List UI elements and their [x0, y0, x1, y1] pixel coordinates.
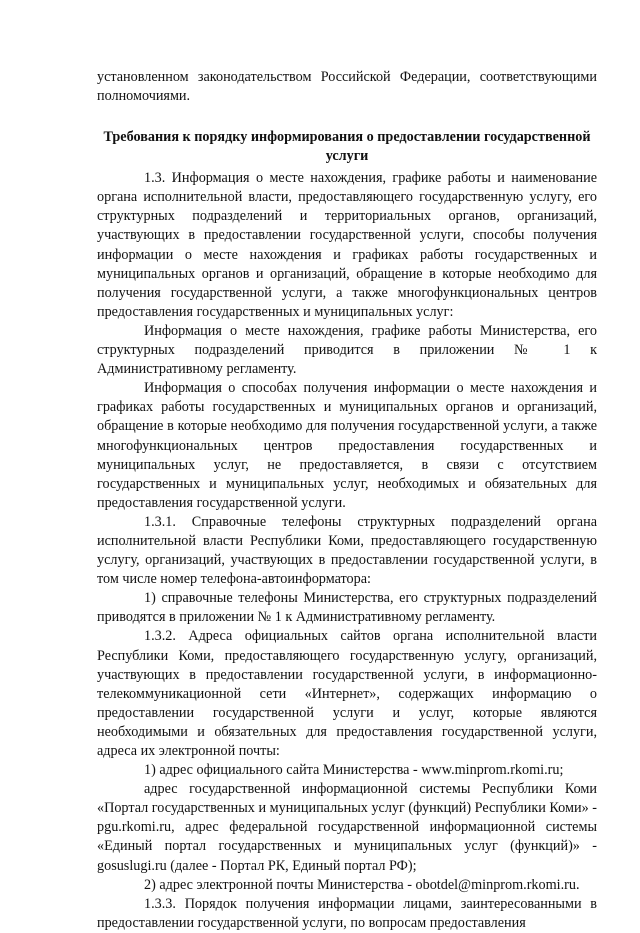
- section-heading: Требования к порядку информирования о предоставлении государственной услуги: [103, 129, 591, 165]
- document-page: [97, 68, 597, 933]
- paragraph-portals: адрес государственной информационной системы Республики Коми «Портал государственных и муниципальных услуг (функций) Республики Коми» - pgu.rkomi.ru, адрес федеральной государственной информационной системы «Единый портал государственных и муниципальных услуг (функций)» - gosuslugi.ru (далее - Портал РК, Единый портал РФ);: [97, 781, 597, 874]
- paragraph-1-3-3: 1.3.3. Порядок получения информации лицами, заинтересованными в предоставлении государственной услуги, по вопросам предоставления: [97, 895, 597, 931]
- paragraph-1-3: 1.3. Информация о месте нахождения, графике работы и наименование органа исполнительной власти, предоставляющего государственную услугу, его структурных подразделений и территориальных органов, организаций, участвующих в предоставлении государственной услуги, способы получения информации о месте нахождения и графиках работы государственных и муниципальных органов и организаций, обращение в которые необходимо для получения государственной услуги, а также многофункциональных центров предоставления государственных и муниципальных услуг:: [97, 170, 597, 320]
- paragraph-email: 2) адрес электронной почты Министерства - obotdel@minprom.rkomi.ru.: [144, 876, 580, 893]
- paragraph-info-methods: Информация о способах получения информации о месте нахождения и графиках работы государственных и муниципальных органов и организаций, обращение в которые необходимо для получения государственной услуги, а также многофункциональных центров предоставления государственных и муниципальных услуг, не предоставляется, в связи с отсутствием государственных и муниципальных услуг, необходимых и обязательных для предоставления государственной услуги.: [97, 380, 597, 511]
- paragraph-1-3-1: 1.3.1. Справочные телефоны структурных подразделений органа исполнительной власти Республики Коми, предоставляющего государственную услугу, организаций, участвующих в предоставлении государственной услуги, в том числе номер телефона-автоинформатора:: [97, 513, 597, 588]
- paragraph-1-3-2: 1.3.2. Адреса официальных сайтов органа исполнительной власти Республики Коми, предоставляющего государственную услугу, организаций, участвующих в предоставлении государственной услуги, в информационно-телекоммуникационной сети «Интернет», содержащих информацию о предоставлении государственной услуги и услуг, которые являются необходимыми и обязательных для предоставления государственной услуги, адреса их электронной почты:: [97, 628, 597, 759]
- paragraph-continuation: установленном законодательством Российской Федерации, соответствующими полномочиями.: [97, 69, 597, 105]
- paragraph-website: 1) адрес официального сайта Министерства - www.minprom.rkomi.ru;: [144, 762, 564, 779]
- paragraph-phones: 1) справочные телефоны Министерства, его структурных подразделений приводятся в приложении № 1 к Административному регламенту.: [97, 590, 597, 626]
- paragraph-ministry-location: Информация о месте нахождения, графике работы Министерства, его структурных подразделений приводится в приложении № 1 к Административному регламенту.: [97, 322, 597, 378]
